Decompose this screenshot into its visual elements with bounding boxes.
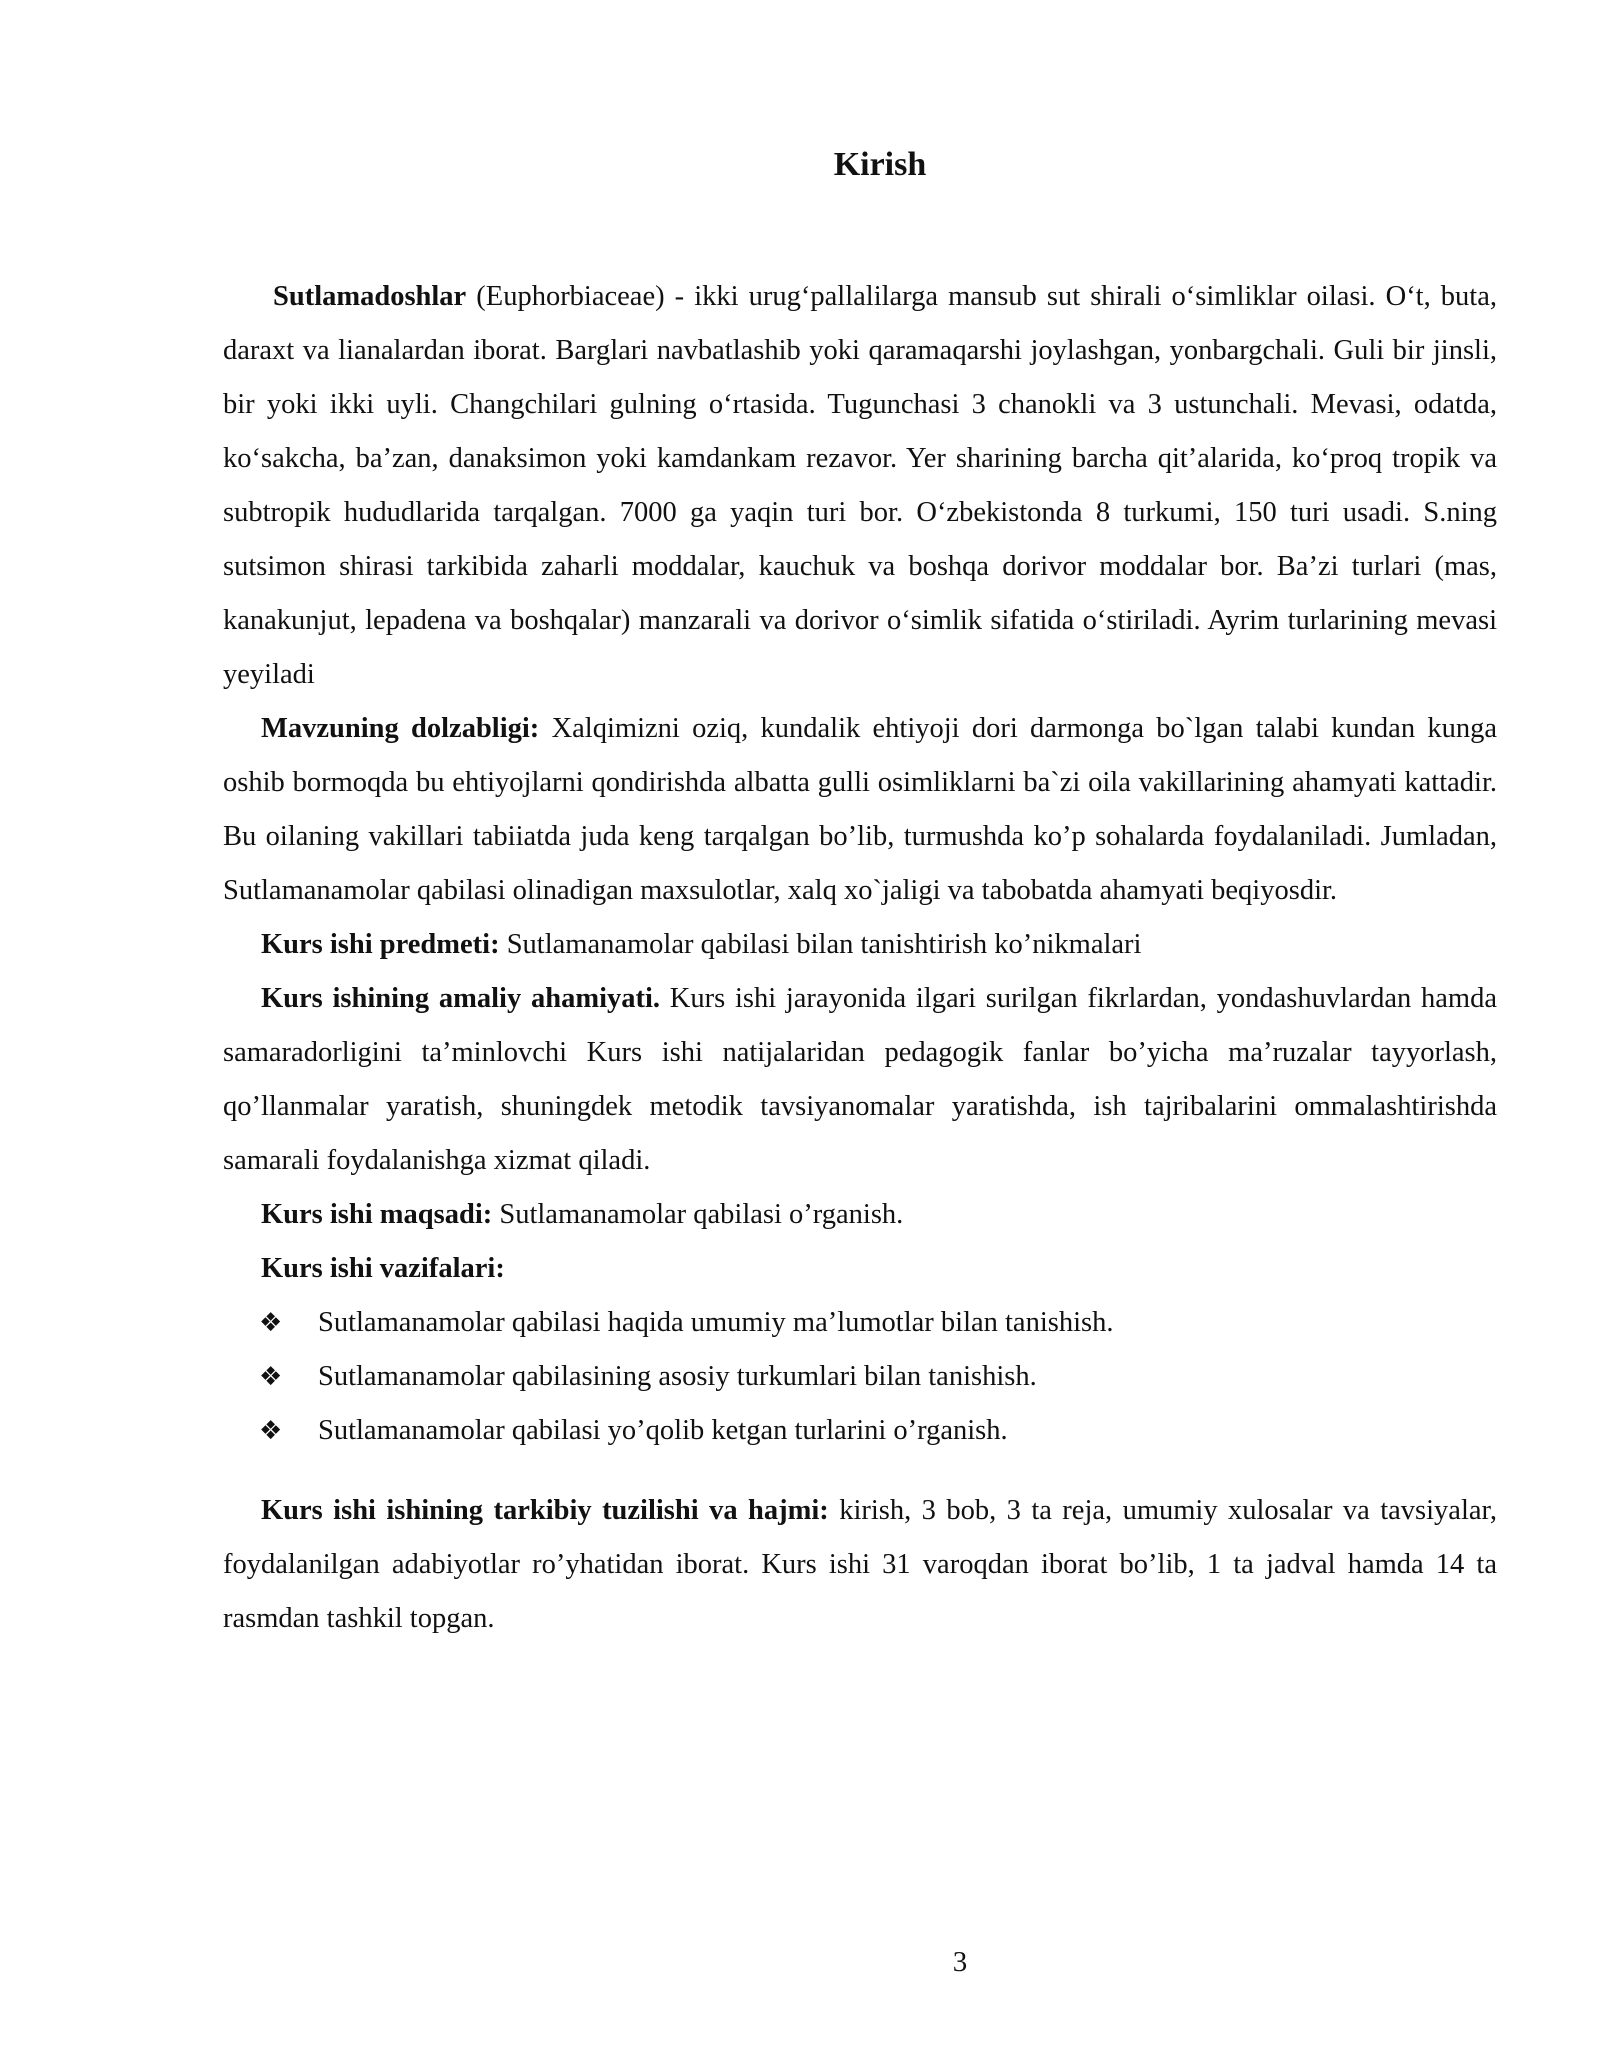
list-item-text: Sutlamanamolar qabilasi yo’qolib ketgan turlarini o’rganish. <box>318 1415 1008 1446</box>
structure-paragraph <box>223 1484 1497 1646</box>
relevance-label: Mavzuning dolzabligi: <box>261 713 540 744</box>
diamond-bullet-icon: ❖ <box>259 1416 283 1446</box>
page-title: Kirish <box>833 146 927 183</box>
list-item-text: Sutlamanamolar qabilasi haqida umumiy ma’lumotlar bilan tanishish. <box>318 1307 1114 1338</box>
list-item <box>223 1296 1497 1350</box>
structure-label: Kurs ishi ishining tarkibiy tuzilishi va hajmi: <box>261 1495 829 1526</box>
intro-text: (Euphorbiaceae) - ikki urug‘pallalilarga mansub sut shirali o‘simliklar oilasi. O‘t, buta, daraxt va lianalardan iborat. Barglari navbatlashib yoki qaramaqarshi joylashgan, yonbargchali. Guli bir jinsli, bir yoki ikki uyli. Changchilari gulning o‘rtasida. Tugunchasi 3 chanokli va 3 ustunchali. Mevasi, odatda, ko‘sakcha, ba’zan, danaksimon yoki kamdankam rezavor. Yer sharining barcha qit’alarida, ko‘proq tropik va subtropik hududlarida tarqalgan. 7000 ga yaqin turi bor. O‘zbekistonda 8 turkumi, 150 turi usadi. S.ning sutsimon shirasi tarkibida zaharli moddalar, kauchuk va boshqa dorivor moddalar bor. Ba’zi turlari (mas, kanakunjut, lepadena va boshqalar) manzarali va dorivor o‘simlik sifatida o‘stiriladi. Ayrim turlarining mevasi yeyiladi <box>223 281 1497 690</box>
structure-text: kirish, 3 bob, 3 ta reja, umumiy xulosalar va tavsiyalar, foydalanilgan adabiyotlar ro’yhatidan iborat. Kurs ishi 31 varoqdan iborat bo’lib, 1 ta jadval hamda 14 ta rasmdan tashkil topgan. <box>223 1495 1497 1634</box>
list-item <box>223 1404 1497 1458</box>
subject-paragraph <box>223 918 1497 972</box>
intro-paragraph <box>223 270 1497 702</box>
tasks-heading <box>223 1242 1497 1296</box>
practical-text: Kurs ishi jarayonida ilgari surilgan fikrlardan, yondashuvlardan hamda samaradorligini ta’minlovchi Kurs ishi natijalaridan pedagogik fanlar bo’yicha ma’ruzalar tayyorlash, qo’llanmalar yaratish, shuningdek metodik tavsiyanomalar yaratishda, ish tajribalarini ommalashtirishda samarali foydalanishga xizmat qiladi. <box>223 983 1497 1176</box>
diamond-bullet-icon: ❖ <box>259 1362 283 1392</box>
tasks-list <box>223 1296 1497 1458</box>
goal-paragraph <box>223 1188 1497 1242</box>
diamond-bullet-icon: ❖ <box>259 1308 283 1338</box>
goal-label: Kurs ishi maqsadi: <box>261 1199 493 1230</box>
subject-text: Sutlamanamolar qabilasi bilan tanishtirish ko’nikmalari <box>499 929 1142 960</box>
document-body <box>223 270 1497 1646</box>
practical-label: Kurs ishining amaliy ahamiyati. <box>261 983 661 1014</box>
list-item-text: Sutlamanamolar qabilasining asosiy turkumlari bilan tanishish. <box>318 1361 1037 1392</box>
tasks-label: Kurs ishi vazifalari: <box>261 1253 505 1284</box>
goal-text: Sutlamanamolar qabilasi o’rganish. <box>492 1199 904 1230</box>
subject-label: Kurs ishi predmeti: <box>261 929 500 960</box>
relevance-paragraph <box>223 702 1497 918</box>
list-item <box>223 1350 1497 1404</box>
intro-term: Sutlamadoshlar <box>273 281 467 312</box>
page-number: 3 <box>952 1946 968 1978</box>
spacer <box>223 1458 1497 1484</box>
practical-paragraph <box>223 972 1497 1188</box>
relevance-text: Xalqimizni oziq, kundalik ehtiyoji dori darmonga bo`lgan talabi kundan kunga oshib bormoqda bu ehtiyojlarni qondirishda albatta gulli osimliklarni ba`zi oila vakillarining ahamyati kattadir. Bu oilaning vakillari tabiiatda juda keng tarqalgan bo’lib, turmushda ko’p sohalarda foydalaniladi. Jumladan, Sutlamanamolar qabilasi olinadigan maxsulotlar, xalq xo`jaligi va tabobatda ahamyati beqiyosdir. <box>223 713 1497 906</box>
